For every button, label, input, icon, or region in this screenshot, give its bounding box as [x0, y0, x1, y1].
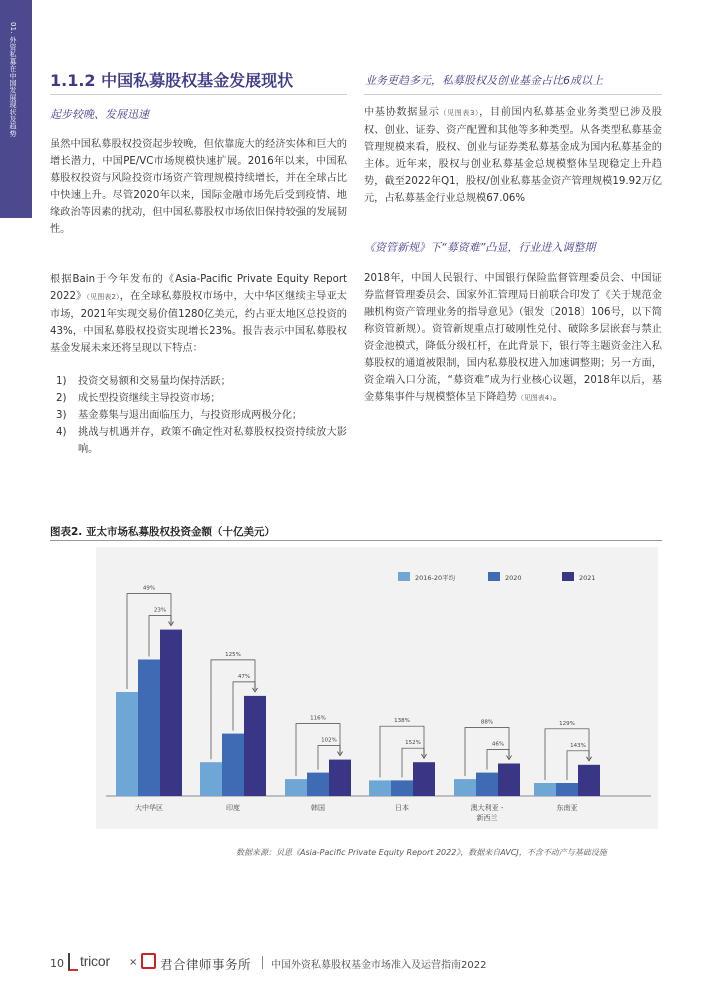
list-item — [56, 390, 347, 407]
left-paragraph-1: 虽然中国私募股权投资起步较晚，但依靠庞大的经济实体和巨大的增长潜力，中国PE/VC市场规模快速扩展。2016年以来，中国私募股权投资与风险投资市场资产管理规模持续增长，并在全球占比中快速上升。尽管2020年以来，国际金融市场先后受到疫情、地缘政治等因素的扰动，但中国私募股权市场依旧保持较强的发展韧性。 — [50, 139, 347, 235]
right-paragraph-2-end: 。 — [552, 392, 563, 403]
left-paragraph-2 — [50, 271, 347, 357]
legend-label: 2021 — [579, 574, 596, 582]
category-label: 东南亚 — [556, 804, 578, 812]
footer-divider — [262, 956, 263, 969]
growth-label: 143% — [570, 742, 586, 749]
bar — [222, 734, 244, 796]
list-item — [56, 373, 347, 390]
category-label: 大中华区 — [135, 804, 163, 812]
page-footer — [0, 952, 710, 976]
list-item — [56, 407, 347, 424]
bar-chart — [96, 547, 658, 829]
growth-label: 129% — [559, 720, 575, 727]
list-item-number: 3) — [56, 410, 67, 421]
right-paragraph-2 — [364, 270, 662, 407]
right-subheading: 《资管新规》下“募资难”凸显，行业进入调整期 — [364, 241, 596, 254]
right-paragraph-1-text-a: 中基协数据显示 — [364, 107, 440, 118]
data-source-note: 数据来源：贝恩《Asia-Pacific Private Equity Report 2022》，数据来自AVCJ，不含不动产与基础设施 — [236, 848, 607, 857]
legend-swatch — [562, 572, 574, 581]
chart-title: 图表2. 亚太市场私募股权投资金额（十亿美元） — [50, 526, 275, 538]
feature-list — [56, 373, 347, 458]
list-item-text: 成长型投资继续主导投资市场； — [78, 393, 221, 404]
bar — [498, 764, 520, 797]
list-item-text: 基金募集与退出面临压力，与投资形成两极分化； — [78, 410, 303, 421]
right-column-heading: 业务更趋多元，私募股权及创业基金占比6成以上 — [365, 74, 603, 87]
list-item-text: 投资交易额和交易量均保持活跃； — [78, 376, 231, 387]
legend-swatch — [398, 572, 410, 581]
bar — [329, 760, 351, 796]
legend-swatch — [488, 572, 500, 581]
tricor-logo: tricor — [80, 953, 110, 969]
section-title: 1.1.2 中国私募股权基金发展现状 — [50, 71, 294, 90]
figure-reference: （见图表3） — [439, 109, 480, 117]
page-number: 10 — [50, 957, 64, 970]
category-label: 韩国 — [311, 804, 325, 812]
chart-title-divider — [50, 540, 662, 541]
bar — [138, 660, 160, 797]
list-item-number: 2) — [56, 393, 67, 404]
bar — [160, 630, 182, 796]
right-divider — [364, 94, 662, 95]
bar — [476, 773, 498, 796]
bar — [285, 779, 307, 796]
category-label: 日本 — [395, 804, 409, 812]
legend-label: 2016-20平均 — [415, 574, 456, 582]
tricor-logo-mark-icon — [68, 953, 78, 971]
bar — [391, 780, 413, 796]
growth-label: 46% — [491, 741, 505, 748]
figure-reference: （见图表4） — [516, 394, 553, 402]
bar — [454, 779, 476, 796]
junhe-seal-icon — [141, 953, 156, 969]
growth-label: 47% — [237, 673, 251, 680]
growth-label: 23% — [153, 607, 167, 614]
growth-label: 102% — [321, 737, 337, 744]
bar — [200, 762, 222, 796]
bar — [369, 780, 391, 796]
list-item-text: 挑战与机遇并存，政策不确定性对私募股权投资持续放大影响。 — [78, 427, 347, 455]
bar — [578, 765, 600, 796]
growth-label: 88% — [480, 719, 494, 726]
bar — [244, 696, 266, 796]
figure-reference: （见图表2） — [86, 293, 120, 301]
bar — [556, 783, 578, 796]
junhe-logo: 君合律师事务所 — [160, 957, 252, 972]
side-chapter-label: 01. 外资私募在中国发展现状及趋势 — [9, 22, 17, 137]
left-divider — [50, 94, 347, 95]
left-paragraph-2-text-a: 根据Bain于今年发布的《Asia-Pacific Private Equity Report 2022》 — [50, 274, 347, 302]
left-subheading: 起步较晚、发展迅速 — [50, 108, 149, 121]
list-item — [56, 424, 347, 458]
growth-label: 152% — [405, 740, 421, 747]
left-paragraph-2-text-b: ，在全球私募股权市场中，大中华区继续主导亚太市场，2021年实现交易价值1280亿美元，约占亚太地区总投资的 43%，中国私募股权投资实现增长23%。报告表示中国私募股权基金发展未来还将呈现以下特点： — [50, 291, 347, 354]
growth-label: 49% — [142, 585, 156, 592]
publication-title: 中国外资私募股权基金市场准入及运营指南2022 — [271, 960, 487, 971]
growth-label: 138% — [394, 718, 410, 725]
bar — [534, 783, 556, 796]
right-paragraph-2-text-a: 2018年，中国人民银行、中国银行保险监督管理委员会、中国证券监督管理委员会、国家外汇管理局日前联合印发了《关于规范金融机构资产管理业务的指导意见》（银发〔2018〕106号，以下简称资管新规）。资管新规重点打破刚性兑付、破除多层嵌套与禁止资金池模式，降低分级杠杆，在此背景下，银行等主题资金注入私募股权的通道被限制，国内私募股权进入加速调整期；另一方面，资金端入口分流，“募资难”成为行业核心议题，2018年以后，基金募集事件与规模整体呈下降趋势 — [364, 273, 662, 403]
list-item-number: 1) — [56, 376, 67, 387]
growth-label: 125% — [225, 651, 241, 658]
category-label: 印度 — [226, 804, 240, 812]
chart-panel — [96, 547, 658, 829]
right-paragraph-1 — [364, 104, 662, 207]
bar — [413, 762, 435, 796]
right-paragraph-1-text-b: ，目前国内私募基金业务类型已涉及股权、创业、证券、资产配置和其他等多种类型。从各类型私募基金管理规模来看，股权、创业与证券类私募基金成为国内私募基金的主体。近年来，股权与创业私募基金总规模整体呈现稳定上升趋势，截至2022年Q1，股权/创业私募基金资产管理规模19.92万亿元，占私募基金行业总规模67.06% — [364, 107, 662, 204]
list-item-number: 4) — [56, 427, 67, 438]
logo-separator: × — [129, 957, 138, 968]
growth-label: 116% — [310, 715, 326, 722]
legend-label: 2020 — [505, 574, 522, 582]
category-label: 澳大利亚 -新西兰 — [470, 804, 504, 822]
bar — [116, 692, 138, 796]
bar — [307, 773, 329, 796]
side-chapter-tab — [0, 0, 32, 218]
